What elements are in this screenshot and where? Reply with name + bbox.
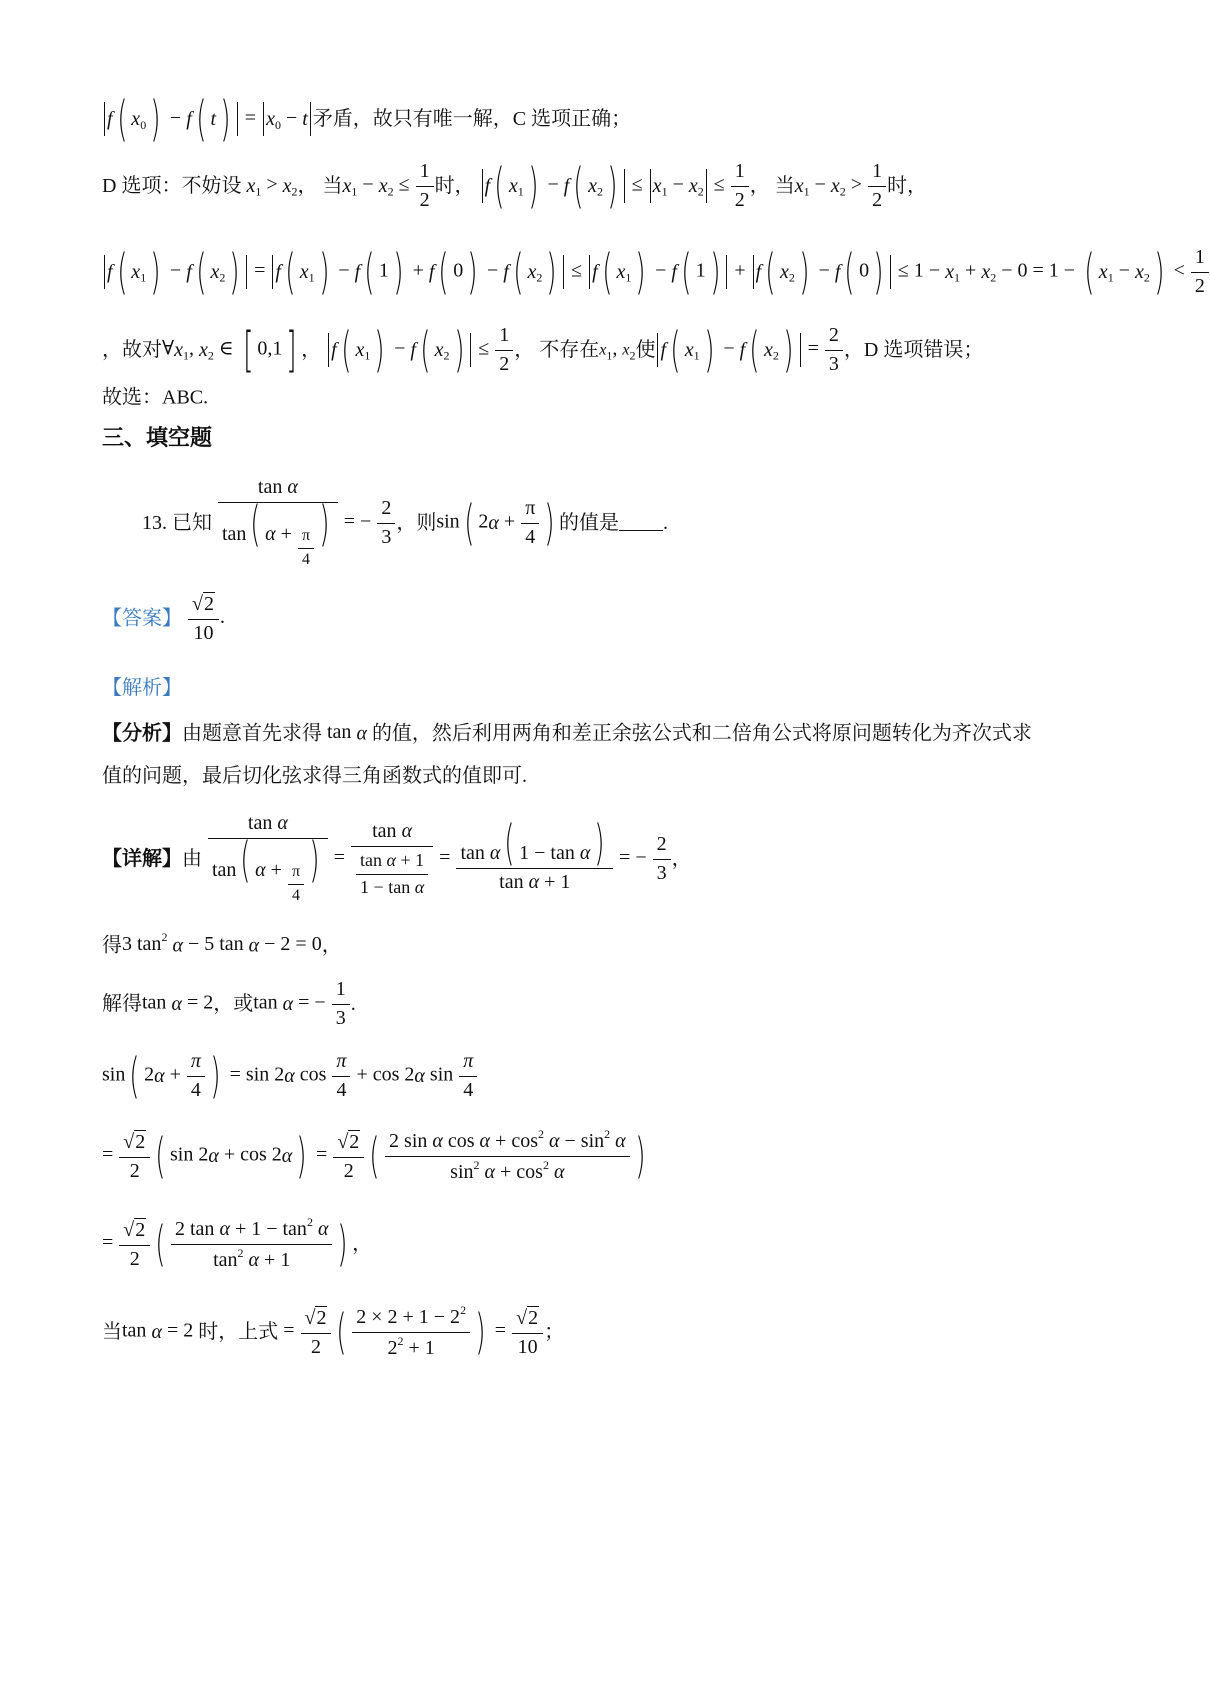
analysis-tag: 【解析】 bbox=[102, 677, 182, 699]
homogeneous-line: = $\frac{√2}{2}$ ( sin 2α + cos 2α) = $\frac{√2}{2}$ ( $\frac{2 \sin \alpha \cos \alpha + \cos^2 \alpha - \sin^2 \alpha}{\sin^2 \alpha + \cos^2 \alpha}$ ) bbox=[102, 1127, 646, 1184]
sin-expansion-line: sin( 2α + $\frac{\pi}{4}$ ) = sin 2α cos $\frac{\pi}{4}$ + cos 2α sin $\frac{\pi}{4}$ bbox=[102, 1050, 478, 1102]
tan-form-line: = $\frac{√2}{2}$ ( $\frac{2 \tan \alpha + 1 - \tan^2 \alpha}{\tan^2 \alpha + 1}$ ) ， bbox=[102, 1215, 373, 1272]
quadratic-line: 得3 $\tan^2 \alpha - 5$ tan α − 2 = 0， bbox=[102, 930, 342, 957]
answer-line: 【答案】 $\frac{√2}{10}$ . bbox=[102, 593, 225, 644]
fenxi-line-2: 值的问题，最后切化弦求得三角函数式的值即可. bbox=[102, 765, 527, 787]
line-d-conclusion: ，故对$\forall x_1$, $x_2$ ∈ [ 0,1] ， f( $x_1) - f$( $x_2$) ≤ $\frac{1}{2}$ ， 不存在$x_1$, $x_2$使 f( $x_1) - f$( $x_2$) = $\frac{2}{3}$ ，D 选项错误； bbox=[102, 321, 984, 378]
xiangjie-line: 【详解】由 tan α tan( α + $\frac{\pi}{4}$ ) = $\frac{\text{tan α}}{\frac{\text{tan α + 1}}{\text{1 − tan α}}}$ = $\frac{\text{tan α( 1 − tan α)}}{\text{tan α + 1}}$ = − $\frac{2}{3}$ ， bbox=[102, 812, 692, 905]
line-d-option: D 选项：不妨设 $x_1 > x_2$， 当$x_1 - x_2$ ≤ $\frac{1}{2}$ 时， f( $x_1) - f$( $x_2) \le x_1 - x_2$ ≤ $\frac{1}{2}$ ， 当$x_1 - x_2$ > $\frac{1}{2}$ 时， bbox=[102, 157, 928, 214]
substitution-line: 当tan α = 2 时，上式 = $\frac{√2}{2}$ ( $\frac{2 \times 2 + 1 - 2^2}{2^2 + 1}$ ) = $\frac{√2}{10}$ ； bbox=[102, 1303, 565, 1360]
final-choice: 故选：ABC. bbox=[102, 386, 209, 409]
section-heading: 三、填空题 bbox=[102, 426, 213, 451]
line-c-conclusion: f( $x_0) - f$( $t) = x_0 - t$ 矛盾，故只有唯一解，C 选项正确； bbox=[102, 100, 631, 138]
line-d-inequality: f( $x_1) - f$( $x_2) = f$( $x_1) - f$( 1) + f( 0) − f( $x_2) \le f$( $x_1) - f$( 1) + f( $x_2) - f$( $0) \le 1 - x_1 + x_2 - 0 = 1$ − ( $x_1 - x_2$) < $\frac{1}{2}$ bbox=[102, 246, 1210, 298]
c-option-text: 矛盾，故只有唯一解，C 选项正确； bbox=[312, 108, 632, 131]
answer-tag: 【答案】 bbox=[102, 607, 182, 630]
fenxi-line-1: 【分析】由题意首先求得 tan α 的值，然后利用两角和差正余弦公式和二倍角公式将原问题转化为齐次式求 bbox=[102, 721, 1032, 745]
solve-line: 解得tan α = 2，或tan α = − $\frac{1}{3}$ . bbox=[102, 978, 356, 1029]
question-13: 13. 已知 tan α tan( α + $\frac{\pi}{4}$ ) = − $\frac{2}{3}$ ，则sin( 2α + $\frac{\pi}{4}$ ) 的值是 . bbox=[142, 476, 669, 569]
d-option-label: D 选项：不妨设 bbox=[102, 175, 242, 197]
line-answer-choice bbox=[102, 384, 208, 409]
answer-blank bbox=[619, 514, 663, 531]
